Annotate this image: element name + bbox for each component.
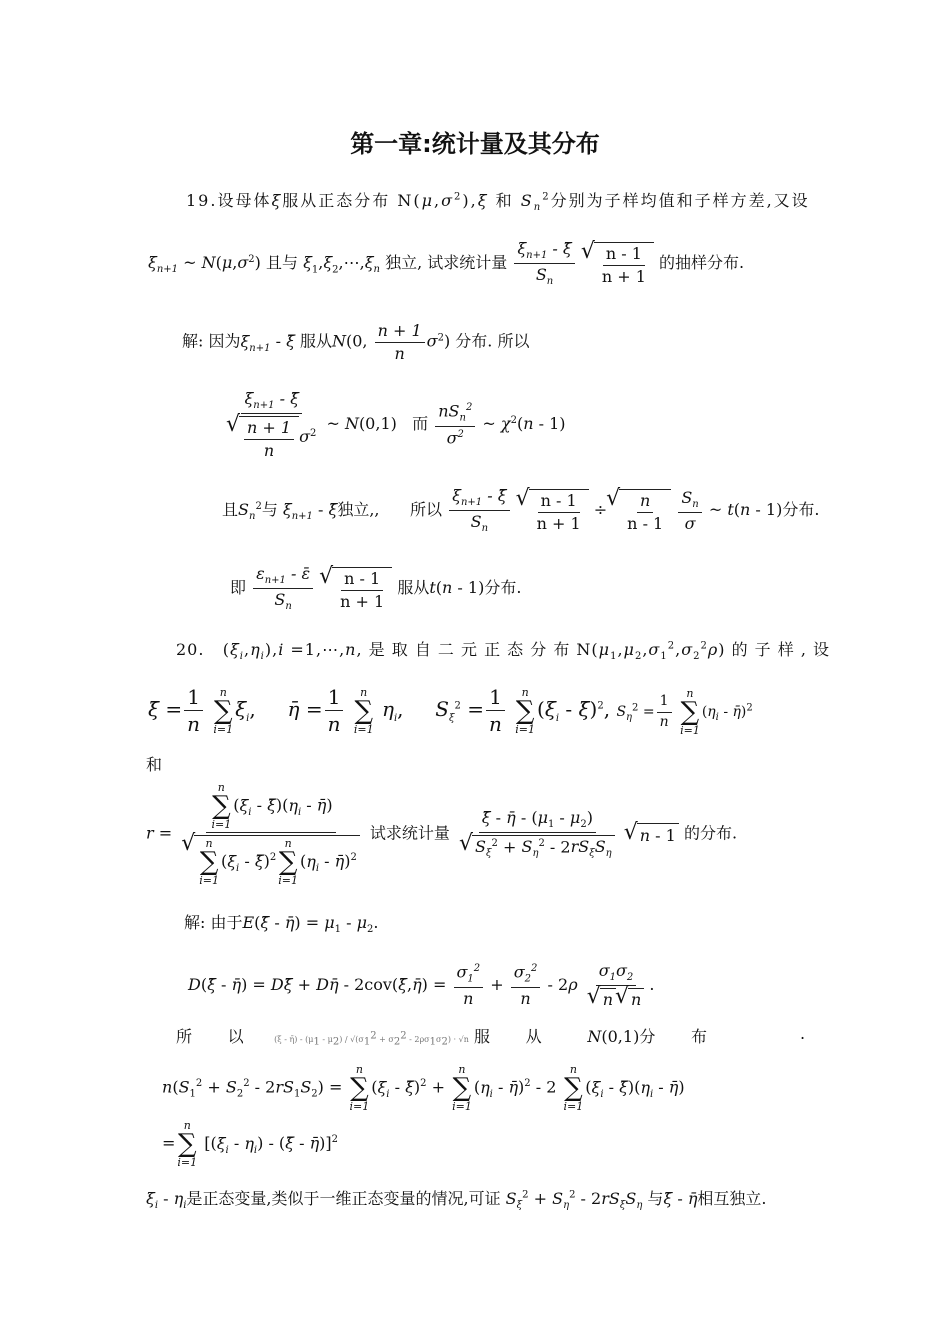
p20-line1: 20. $(\xi_i,\eta_i),i$ =1,⋯,n, 是 取 自 二 元 正 态 分 布 $N(\mu_1,\mu_2,\sigma_1^2,\sigma_2^2\rho)$ 的 子 样 , 设 [176, 640, 831, 663]
p20-r-formula: r = n ∑ i=1 ($\xi_i$ - $\xī)(\eta_i$ - η̄) √ n ∑ i=1 ($\xi_i$ - ξ̄)$^2$ n ∑ i=1 ($\eta_i$ - η̄)$^2$ 试求统计量 ξ̄ - η̄ - $(\mu_1 - \mu_2)$ √ $S_\xi^2 + S_\eta^2 - 2rS_\xi S_\eta$ √ n - 1 的分布. [146, 782, 737, 886]
p20-definitions: ξ̄ = $\frac{1}{n}$ n ∑ i=1 $\xi_i$, η̄ = $\frac{1}{n}$ n ∑ i=1 $\eta_i$, $S_\xi^2$ = $\frac{1}{n}$ n ∑ i=1 ($\xi_i$ - ξ̄)$^2$, $S_\eta^2$ = $\frac{1}{n}$ n ∑ i=1 ($\eta_i$ - η̄)$^2$ [148, 685, 753, 737]
page-title: 第一章:统计量及其分布 [350, 130, 600, 158]
p19-line2: $\xi_{n+1}$ ~ $N(\mu,\sigma^2)$ 且与 $\xi_1,\xi_2,\cdots,\xi_n$ 独立, 试求统计量 $\frac{\xi_{n+1} - \xī}{S_n}$ √ $\frac{n - 1}{n + 1}$ 的抽样分布. [148, 240, 744, 287]
p20-sum-identity-2: = n ∑ i=1 [$(\xi_i - \eta_i)$ - (ξ̄ - η̄)]$^2$ [162, 1119, 339, 1169]
p19-formula3: 即 $\frac{\varepsilon_{n+1} - \varepsilon̄}{S_n}$ √ $\frac{n - 1}{n + 1}$ 服从t(n - 1)分布. [230, 565, 521, 612]
p20-so-line: 所 以 (ξ̄ - η̄) - $(\mu_1 - \mu_2) / √(\sigma_1^2 + \sigma_2^2 - 2\rho\sigma_1\sigma_2) \cdot √n$ 服 从 N(0,1)分 布 [176, 1027, 707, 1048]
p20-conclusion: $\xi_i - \eta_i$是正态变量,类似于一维正态变量的情况,可证 $S_\xi^2 + S_\eta^2 - 2rS_\xi S_\eta$ 与ξ̄ - η̄相互独立. [146, 1189, 767, 1212]
p19-formula1: $\xi_{n+1}$ - ξ̄ √ $\frac{n + 1}{n}$ $\sigma^2$ ~ N(0,1) 而 $\frac{nS_n^2}{\sigma^2}$ ~ $\chi^2(n - 1)$ [222, 390, 566, 459]
p20-and: 和 [146, 755, 163, 774]
p19-formula2: 且$S_n^2$与 $\xi_{n+1}$ - ξ̄独立,, 所以 $\frac{\xi_{n+1} - \xī}{S_n}$ √ $\frac{n - 1}{n + 1}$ ÷ √ $\frac{n}{n - 1}$ $\frac{S_n}{\sigma}$ ~ t(n - 1)分布. [222, 487, 819, 534]
p20-sum-identity: $n(S_1^2 + S_2^2 - 2rS_1S_2)$ = n ∑ i=1 ($\xi_i$ - ξ̄)$^2$ + n ∑ i=1 ($\eta_i$ - η̄)$^2$ - 2 n ∑ i=1 ($\xi_i$ - $\xī)(\eta_i$ - η̄) [162, 1063, 685, 1113]
p20-variance-formula: D(ξ̄ - η̄) = Dξ̄ + Dη̄ - 2cov(ξ̄,η̄) = $\frac{\sigma_1^2}{n}$ + $\frac{\sigma_2^2}{n}$ - 2ρ $\sigma_1\sigma_2$ √ n√ n . [188, 962, 654, 1009]
p19-line1: 19.设母体ξ服从正态分布 $N(\mu,\sigma^2),\xi$ 和 $S_n^2$分别为子样均值和子样方差,又设 [186, 191, 810, 214]
p19-solution-line: 解: 因为$\xi_{n+1}$ - ξ̄ 服从N(0, $\frac{n + 1}{n}$ $\sigma^2$) 分布. 所以 [182, 321, 530, 363]
p20-so-dot: . [800, 1024, 806, 1043]
p20-solution-line: 解: 由于E(ξ̄ - η̄) = $\mu_1 - \mu_2$. [184, 913, 379, 936]
